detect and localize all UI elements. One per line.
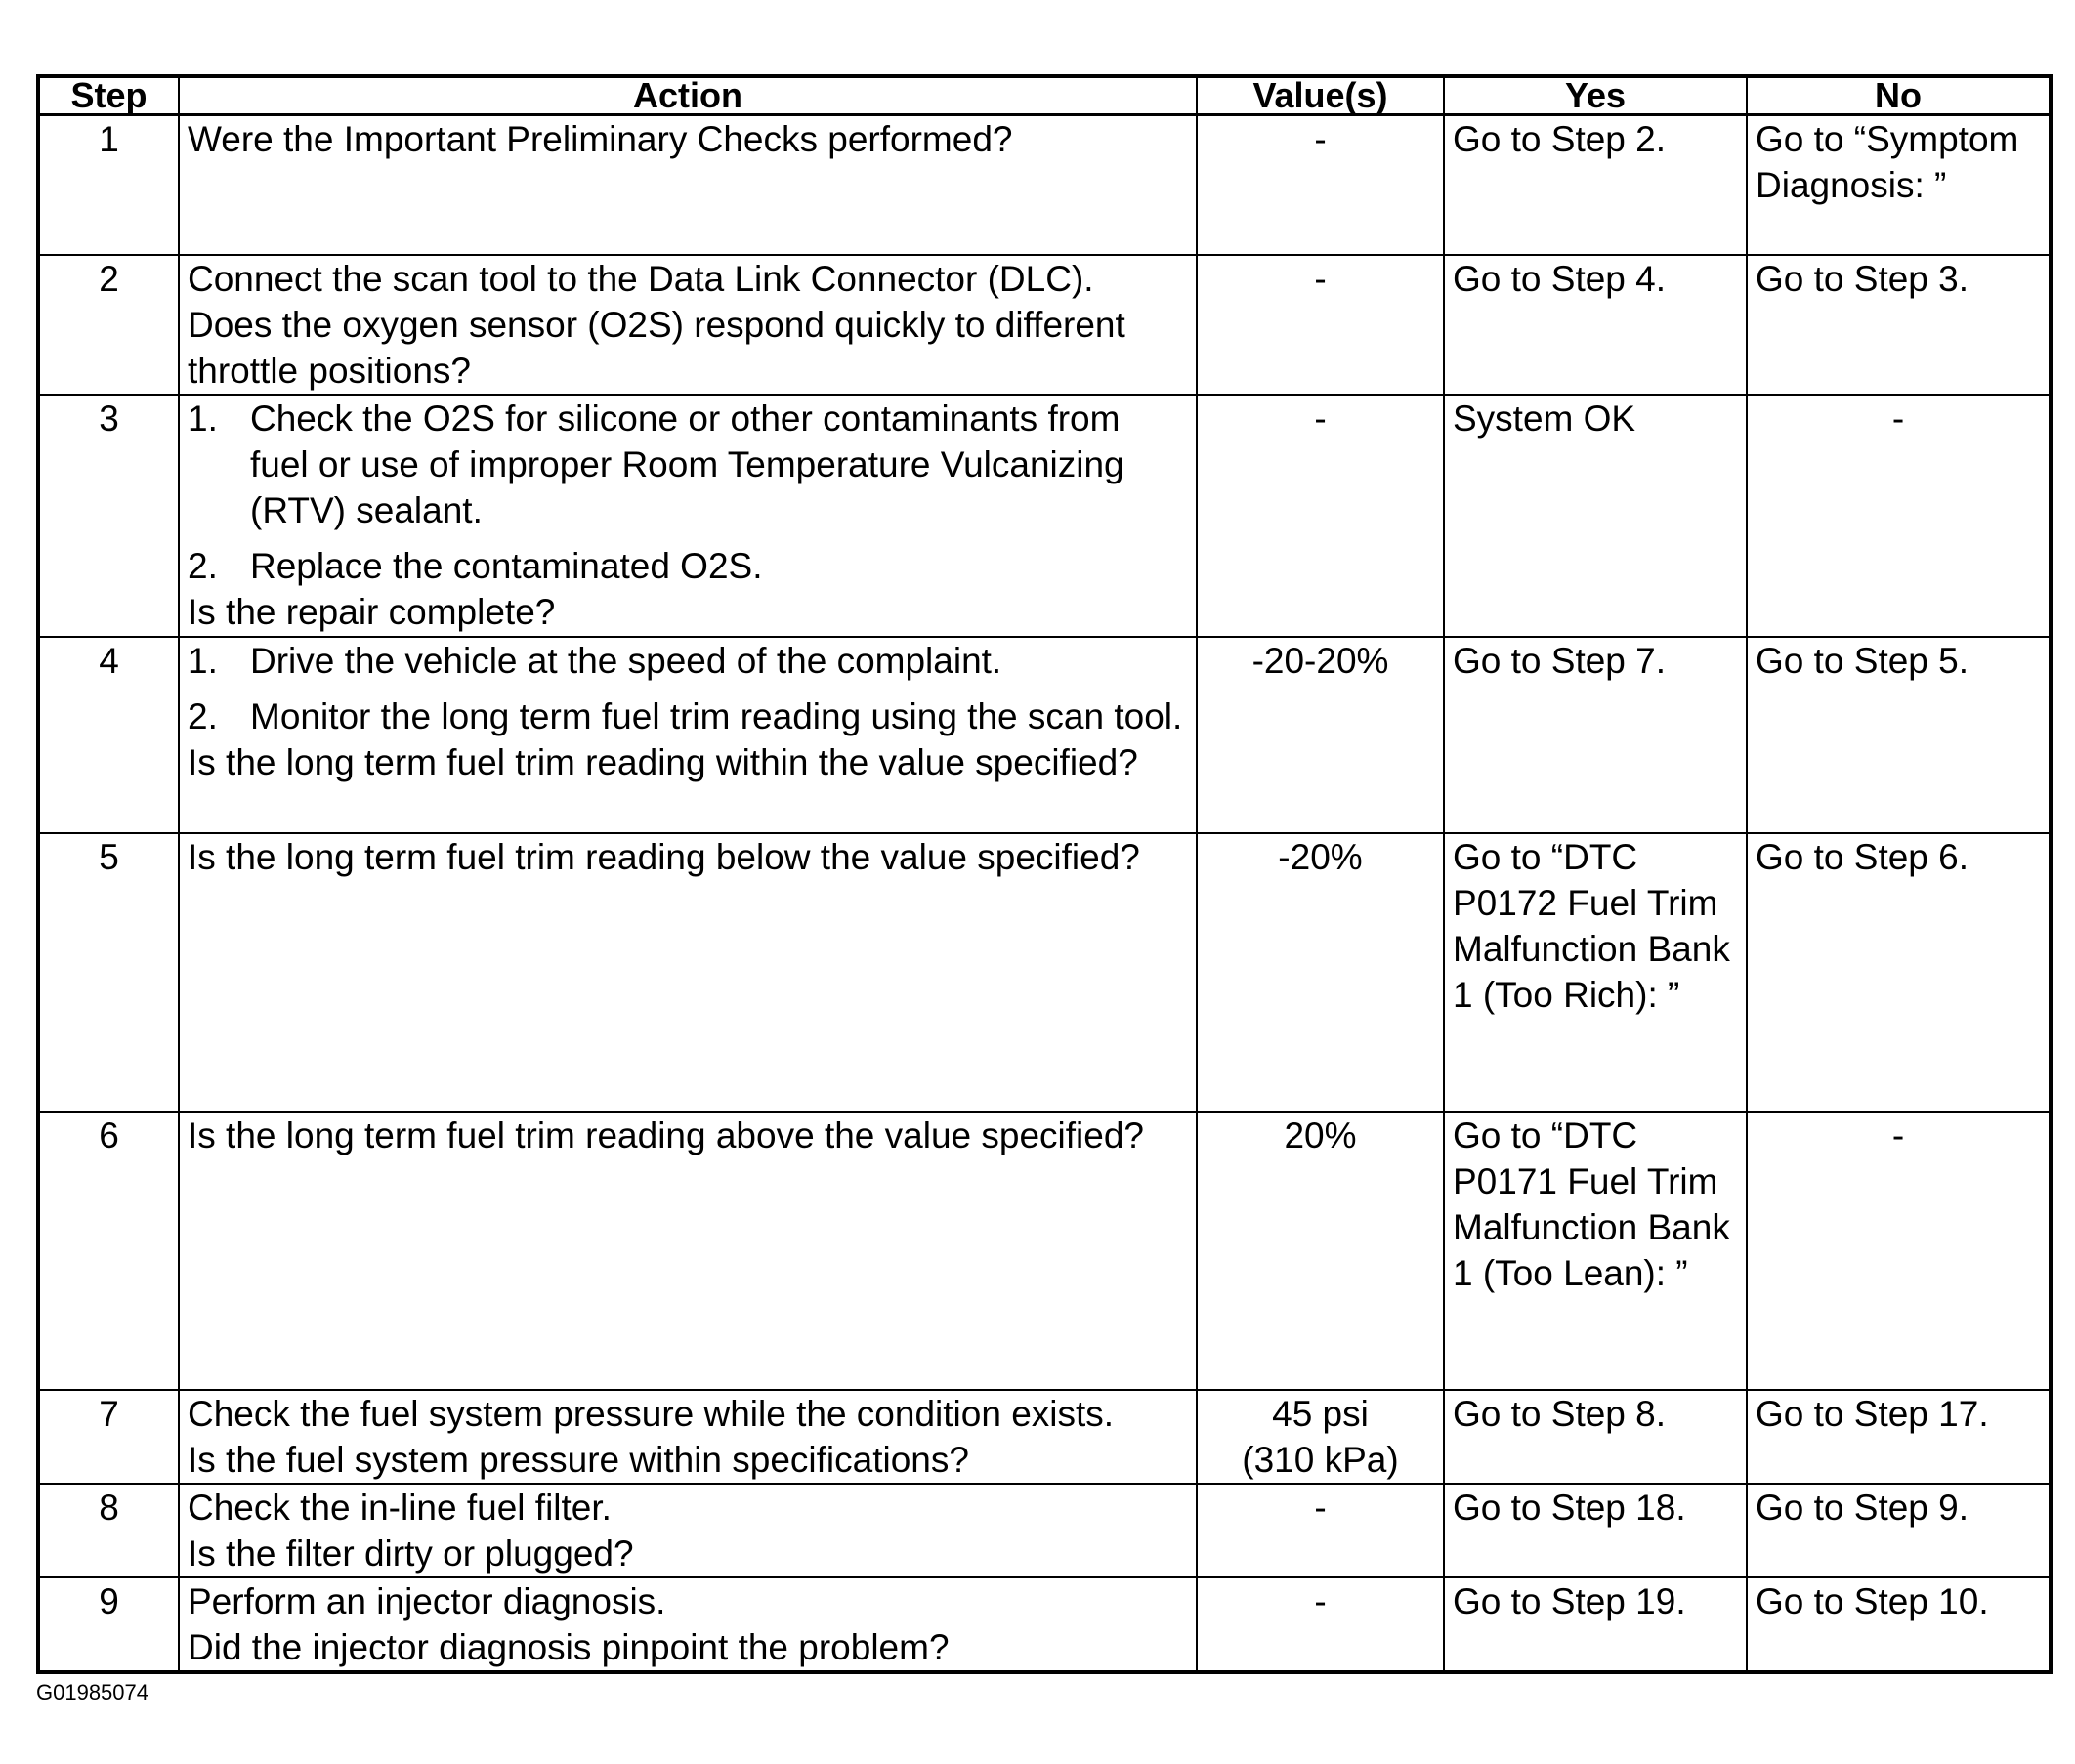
action-cell [179, 637, 1197, 833]
yes-cell: Go to Step 19. [1444, 1577, 1747, 1672]
values-cell: -20-20% [1197, 637, 1444, 833]
table-row [38, 115, 2051, 256]
yes-cell: Go to Step 4. [1444, 255, 1747, 395]
yes-cell: Go to Step 2. [1444, 115, 1747, 256]
action-list-item [188, 638, 1188, 684]
no-cell: - [1747, 395, 2051, 637]
yes-cell: Go to “DTC P0172 Fuel Trim Malfunction Bank 1 (Too Rich): ” [1444, 833, 1747, 1112]
action-cell [179, 255, 1197, 395]
no-cell: Go to Step 5. [1747, 637, 2051, 833]
list-number: 2. [188, 696, 218, 736]
action-list-item [188, 396, 1188, 533]
values-cell: - [1197, 115, 1444, 256]
action-cell [179, 395, 1197, 637]
list-number: 1. [188, 641, 218, 681]
no-cell: Go to Step 3. [1747, 255, 2051, 395]
table-row [38, 833, 2051, 1112]
header-action: Action [179, 76, 1197, 115]
yes-cell: System OK [1444, 395, 1747, 637]
header-yes: Yes [1444, 76, 1747, 115]
step-number: 8 [38, 1484, 179, 1577]
no-cell: Go to Step 10. [1747, 1577, 2051, 1672]
value-psi: 45 psi [1272, 1394, 1369, 1434]
values-cell: - [1197, 395, 1444, 637]
figure-id: G01985074 [36, 1680, 148, 1704]
action-cell [179, 1112, 1197, 1390]
step-number: 7 [38, 1390, 179, 1484]
step-number: 1 [38, 115, 179, 256]
action-question: Is the repair complete? [188, 592, 556, 632]
value-kpa: (310 kPa) [1242, 1440, 1399, 1480]
action-list-item [188, 693, 1188, 739]
list-text: Check the O2S for silicone or other contaminants from fuel or use of improper Room Temperature Vulcanizing (RTV) sealant. [250, 399, 1124, 530]
action-question: Did the injector diagnosis pinpoint the problem? [188, 1627, 950, 1667]
header-values: Value(s) [1197, 76, 1444, 115]
action-question: Does the oxygen sensor (O2S) respond quickly to different throttle positions? [188, 305, 1125, 391]
action-list-item [188, 543, 1188, 589]
action-cell [179, 1577, 1197, 1672]
action-cell [179, 833, 1197, 1112]
list-text: Replace the contaminated O2S. [250, 546, 763, 586]
action-text: Check the fuel system pressure while the condition exists. [188, 1394, 1115, 1434]
list-text: Monitor the long term fuel trim reading using the scan tool. [250, 696, 1183, 736]
action-question: Is the long term fuel trim reading within the value specified? [188, 742, 1138, 782]
action-text: Connect the scan tool to the Data Link Connector (DLC). [188, 259, 1094, 299]
action-text: Is the long term fuel trim reading above the value specified? [188, 1115, 1145, 1155]
step-number: 9 [38, 1577, 179, 1672]
action-text: Check the in-line fuel filter. [188, 1488, 612, 1528]
yes-cell: Go to Step 18. [1444, 1484, 1747, 1577]
action-question: Is the fuel system pressure within specifications? [188, 1440, 969, 1480]
action-text: Is the long term fuel trim reading below the value specified? [188, 837, 1140, 877]
header-no: No [1747, 76, 2051, 115]
yes-cell: Go to Step 7. [1444, 637, 1747, 833]
values-cell: - [1197, 1484, 1444, 1577]
step-number: 6 [38, 1112, 179, 1390]
header-step: Step [38, 76, 179, 115]
table-row [38, 1577, 2051, 1672]
table-row [38, 395, 2051, 637]
values-cell [1197, 1390, 1444, 1484]
step-number: 2 [38, 255, 179, 395]
table-row [38, 1390, 2051, 1484]
values-cell: - [1197, 255, 1444, 395]
list-number: 1. [188, 399, 218, 439]
step-number: 4 [38, 637, 179, 833]
action-cell [179, 1484, 1197, 1577]
action-text: Perform an injector diagnosis. [188, 1581, 666, 1621]
list-number: 2. [188, 546, 218, 586]
table-row [38, 637, 2051, 833]
values-cell: -20% [1197, 833, 1444, 1112]
list-text: Drive the vehicle at the speed of the complaint. [250, 641, 1002, 681]
no-cell: - [1747, 1112, 2051, 1390]
no-cell: Go to Step 9. [1747, 1484, 2051, 1577]
diagnostic-table [36, 74, 2053, 1674]
yes-cell: Go to Step 8. [1444, 1390, 1747, 1484]
table-header-row [38, 76, 2051, 115]
no-cell: Go to Step 17. [1747, 1390, 2051, 1484]
table-row [38, 1112, 2051, 1390]
yes-cell: Go to “DTC P0171 Fuel Trim Malfunction Bank 1 (Too Lean): ” [1444, 1112, 1747, 1390]
table-row [38, 255, 2051, 395]
step-number: 3 [38, 395, 179, 637]
step-number: 5 [38, 833, 179, 1112]
action-cell [179, 115, 1197, 256]
no-cell: Go to “Symptom Diagnosis: ” [1747, 115, 2051, 256]
values-cell: - [1197, 1577, 1444, 1672]
action-text: Were the Important Preliminary Checks performed? [188, 119, 1013, 159]
values-cell: 20% [1197, 1112, 1444, 1390]
no-cell: Go to Step 6. [1747, 833, 2051, 1112]
action-cell [179, 1390, 1197, 1484]
table-row [38, 1484, 2051, 1577]
action-question: Is the filter dirty or plugged? [188, 1533, 634, 1574]
